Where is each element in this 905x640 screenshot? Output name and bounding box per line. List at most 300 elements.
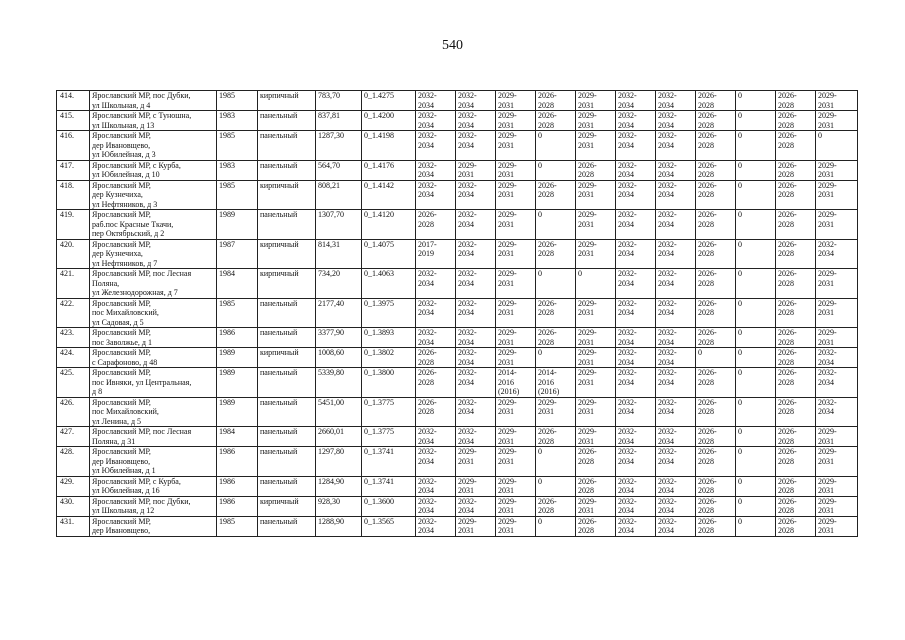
year-cell: 1989: [217, 210, 258, 240]
period-cell: 2026- 2028: [776, 239, 816, 269]
period-cell: 2032- 2034: [416, 131, 456, 161]
period-cell: 2029- 2031: [496, 269, 536, 299]
period-cell: 2032- 2034: [816, 239, 858, 269]
zero-cell: 0: [736, 131, 776, 161]
period-cell: 2032- 2034: [656, 328, 696, 348]
material-cell: панельный: [258, 328, 316, 348]
area-cell: 2660,01: [316, 427, 362, 447]
period-cell: 2029- 2031: [816, 269, 858, 299]
year-cell: 1986: [217, 496, 258, 516]
period-cell: 2026- 2028: [416, 348, 456, 368]
period-cell: 0: [536, 269, 576, 299]
period-cell: 2032- 2034: [656, 210, 696, 240]
period-cell: 2026- 2028: [776, 496, 816, 516]
period-cell: 2026- 2028: [576, 160, 616, 180]
address-cell: Ярославский МР, пос Дубки, ул Школьная, д 4: [90, 91, 217, 111]
year-cell: 1984: [217, 269, 258, 299]
period-cell: 2029- 2031: [816, 180, 858, 210]
period-cell: 2029- 2031: [496, 160, 536, 180]
zero-cell: 0: [736, 269, 776, 299]
period-cell: 2032- 2034: [456, 180, 496, 210]
period-cell: 2026- 2028: [776, 397, 816, 427]
row-number: 416.: [57, 131, 90, 161]
period-cell: 2032- 2034: [616, 368, 656, 398]
period-cell: 2032- 2034: [416, 496, 456, 516]
period-cell: 2026- 2028: [536, 298, 576, 328]
area-cell: 1008,60: [316, 348, 362, 368]
period-cell: 2026- 2028: [696, 91, 736, 111]
table-row: [57, 368, 858, 398]
zero-cell: 0: [736, 496, 776, 516]
zero-cell: 0: [736, 397, 776, 427]
area-cell: 3377,90: [316, 328, 362, 348]
period-cell: 2032- 2034: [616, 239, 656, 269]
period-cell: 2029- 2031: [496, 328, 536, 348]
period-cell: 0: [536, 447, 576, 477]
material-cell: панельный: [258, 397, 316, 427]
period-cell: 2029- 2031: [816, 427, 858, 447]
area-cell: 814,31: [316, 239, 362, 269]
period-cell: 2032- 2034: [616, 476, 656, 496]
year-cell: 1986: [217, 328, 258, 348]
period-cell: 2026- 2028: [696, 328, 736, 348]
row-number: 421.: [57, 269, 90, 299]
index-cell: 0_1.4176: [362, 160, 416, 180]
row-number: 426.: [57, 397, 90, 427]
period-cell: 2029- 2031: [816, 328, 858, 348]
address-cell: Ярославский МР, дер Ивановщево,: [90, 516, 217, 536]
index-cell: 0_1.4200: [362, 111, 416, 131]
zero-cell: 0: [736, 91, 776, 111]
period-cell: 2026- 2028: [776, 160, 816, 180]
area-cell: 1284,90: [316, 476, 362, 496]
period-cell: 2032- 2034: [616, 298, 656, 328]
period-cell: 2029- 2031: [576, 180, 616, 210]
period-cell: 2032- 2034: [616, 397, 656, 427]
row-number: 414.: [57, 91, 90, 111]
zero-cell: 0: [736, 516, 776, 536]
period-cell: 2032- 2034: [456, 239, 496, 269]
period-cell: 2032- 2034: [456, 210, 496, 240]
zero-cell: 0: [736, 368, 776, 398]
period-cell: 2029- 2031: [816, 210, 858, 240]
period-cell: 2032- 2034: [456, 269, 496, 299]
row-number: 422.: [57, 298, 90, 328]
table-row: [57, 298, 858, 328]
period-cell: 2032- 2034: [656, 180, 696, 210]
period-cell: 2032- 2034: [656, 131, 696, 161]
material-cell: кирпичный: [258, 239, 316, 269]
period-cell: 2032- 2034: [656, 447, 696, 477]
area-cell: 1307,70: [316, 210, 362, 240]
housing-table: [56, 90, 858, 537]
period-cell: 2029- 2031: [576, 427, 616, 447]
period-cell: 2032- 2034: [416, 298, 456, 328]
period-cell: 2026- 2028: [536, 496, 576, 516]
period-cell: 2032- 2034: [616, 111, 656, 131]
area-cell: 928,30: [316, 496, 362, 516]
period-cell: 2026- 2028: [536, 239, 576, 269]
period-cell: 2032- 2034: [616, 160, 656, 180]
period-cell: 2014- 2016 (2016): [496, 368, 536, 398]
period-cell: 2029- 2031: [496, 180, 536, 210]
year-cell: 1986: [217, 447, 258, 477]
period-cell: 2032- 2034: [616, 131, 656, 161]
year-cell: 1984: [217, 427, 258, 447]
period-cell: 2026- 2028: [696, 447, 736, 477]
table-row: [57, 160, 858, 180]
area-cell: 837,81: [316, 111, 362, 131]
year-cell: 1985: [217, 180, 258, 210]
period-cell: 2029- 2031: [496, 348, 536, 368]
period-cell: 2026- 2028: [696, 111, 736, 131]
row-number: 424.: [57, 348, 90, 368]
period-cell: 2032- 2034: [656, 269, 696, 299]
zero-cell: 0: [736, 111, 776, 131]
row-number: 423.: [57, 328, 90, 348]
period-cell: 2029- 2031: [576, 131, 616, 161]
table-row: [57, 476, 858, 496]
index-cell: 0_1.3775: [362, 397, 416, 427]
address-cell: Ярославский МР, дер Кузнечиха, ул Нефтяников, д 7: [90, 239, 217, 269]
table-row: [57, 397, 858, 427]
year-cell: 1989: [217, 368, 258, 398]
table-row: [57, 447, 858, 477]
zero-cell: 0: [736, 298, 776, 328]
index-cell: 0_1.4198: [362, 131, 416, 161]
period-cell: 0: [536, 160, 576, 180]
period-cell: 0: [536, 348, 576, 368]
period-cell: 2026- 2028: [776, 91, 816, 111]
period-cell: 2026- 2028: [776, 516, 816, 536]
zero-cell: 0: [736, 427, 776, 447]
period-cell: 2026- 2028: [776, 328, 816, 348]
period-cell: 2029- 2031: [496, 298, 536, 328]
address-cell: Ярославский МР, с Туношна, ул Школьная, д 13: [90, 111, 217, 131]
period-cell: 2029- 2031: [496, 91, 536, 111]
period-cell: 2026- 2028: [696, 516, 736, 536]
period-cell: 2032- 2034: [656, 91, 696, 111]
row-number: 418.: [57, 180, 90, 210]
zero-cell: 0: [736, 328, 776, 348]
year-cell: 1986: [217, 476, 258, 496]
period-cell: 2032- 2034: [816, 397, 858, 427]
period-cell: 2026- 2028: [776, 111, 816, 131]
period-cell: 2032- 2034: [456, 368, 496, 398]
material-cell: кирпичный: [258, 348, 316, 368]
period-cell: 2032- 2034: [416, 447, 456, 477]
period-cell: 2032- 2034: [416, 111, 456, 131]
year-cell: 1987: [217, 239, 258, 269]
period-cell: 2029- 2031: [496, 516, 536, 536]
period-cell: 2026- 2028: [416, 210, 456, 240]
material-cell: панельный: [258, 111, 316, 131]
index-cell: 0_1.3565: [362, 516, 416, 536]
period-cell: 0: [536, 210, 576, 240]
period-cell: 2029- 2031: [576, 298, 616, 328]
row-number: 431.: [57, 516, 90, 536]
material-cell: кирпичный: [258, 180, 316, 210]
area-cell: 734,20: [316, 269, 362, 299]
period-cell: 0: [536, 476, 576, 496]
period-cell: 2026- 2028: [536, 328, 576, 348]
period-cell: 2032- 2034: [656, 348, 696, 368]
address-cell: Ярославский МР, с Сарафоново, д 48: [90, 348, 217, 368]
area-cell: 564,70: [316, 160, 362, 180]
material-cell: панельный: [258, 131, 316, 161]
period-cell: 0: [696, 348, 736, 368]
index-cell: 0_1.3800: [362, 368, 416, 398]
period-cell: 2026- 2028: [696, 427, 736, 447]
period-cell: 2026- 2028: [776, 131, 816, 161]
table-row: [57, 91, 858, 111]
period-cell: 2029- 2031: [816, 160, 858, 180]
period-cell: 2029- 2031: [496, 447, 536, 477]
period-cell: 2026- 2028: [776, 348, 816, 368]
period-cell: 2032- 2034: [616, 328, 656, 348]
year-cell: 1989: [217, 397, 258, 427]
address-cell: Ярославский МР, пос Ивняки, ул Центральная, д 8: [90, 368, 217, 398]
area-cell: 1288,90: [316, 516, 362, 536]
address-cell: Ярославский МР, пос Дубки, ул Школьная, д 12: [90, 496, 217, 516]
period-cell: 2026- 2028: [696, 368, 736, 398]
table-row: [57, 239, 858, 269]
period-cell: 2032- 2034: [616, 348, 656, 368]
row-number: 429.: [57, 476, 90, 496]
material-cell: панельный: [258, 427, 316, 447]
year-cell: 1989: [217, 348, 258, 368]
period-cell: 2029- 2031: [816, 111, 858, 131]
area-cell: 2177,40: [316, 298, 362, 328]
period-cell: 2026- 2028: [776, 180, 816, 210]
period-cell: 2026- 2028: [416, 397, 456, 427]
period-cell: 2026- 2028: [696, 239, 736, 269]
period-cell: 2032- 2034: [656, 476, 696, 496]
period-cell: 2032- 2034: [416, 476, 456, 496]
period-cell: 2032- 2034: [616, 496, 656, 516]
period-cell: 0: [536, 516, 576, 536]
material-cell: панельный: [258, 368, 316, 398]
address-cell: Ярославский МР, пос Михайловский, ул Ленина, д 5: [90, 397, 217, 427]
period-cell: 2029- 2031: [576, 368, 616, 398]
period-cell: 2029- 2031: [816, 496, 858, 516]
period-cell: 2026- 2028: [696, 131, 736, 161]
period-cell: 2029- 2031: [496, 476, 536, 496]
period-cell: 2032- 2034: [656, 239, 696, 269]
period-cell: 2032- 2034: [416, 516, 456, 536]
table-body: [57, 91, 858, 537]
period-cell: 2029- 2031: [456, 476, 496, 496]
area-cell: 5339,80: [316, 368, 362, 398]
period-cell: 2032- 2034: [616, 180, 656, 210]
period-cell: 2029- 2031: [576, 210, 616, 240]
year-cell: 1983: [217, 111, 258, 131]
period-cell: 2026- 2028: [416, 368, 456, 398]
period-cell: 2029- 2031: [576, 328, 616, 348]
period-cell: 2026- 2028: [536, 180, 576, 210]
row-number: 425.: [57, 368, 90, 398]
period-cell: 2014- 2016 (2016): [536, 368, 576, 398]
index-cell: 0_1.3775: [362, 427, 416, 447]
period-cell: 2026- 2028: [776, 427, 816, 447]
period-cell: 2026- 2028: [696, 476, 736, 496]
material-cell: панельный: [258, 476, 316, 496]
period-cell: 2026- 2028: [536, 111, 576, 131]
index-cell: 0_1.3975: [362, 298, 416, 328]
period-cell: 2029- 2031: [496, 131, 536, 161]
period-cell: 2032- 2034: [416, 328, 456, 348]
period-cell: 2032- 2034: [456, 91, 496, 111]
period-cell: 2032- 2034: [656, 427, 696, 447]
index-cell: 0_1.3893: [362, 328, 416, 348]
period-cell: 2029- 2031: [496, 496, 536, 516]
material-cell: кирпичный: [258, 496, 316, 516]
period-cell: 2026- 2028: [696, 210, 736, 240]
table-row: [57, 427, 858, 447]
index-cell: 0_1.3802: [362, 348, 416, 368]
index-cell: 0_1.4142: [362, 180, 416, 210]
zero-cell: 0: [736, 239, 776, 269]
period-cell: 2017- 2019: [416, 239, 456, 269]
index-cell: 0_1.3600: [362, 496, 416, 516]
table-row: [57, 180, 858, 210]
year-cell: 1985: [217, 516, 258, 536]
period-cell: 2029- 2031: [816, 298, 858, 328]
area-cell: 808,21: [316, 180, 362, 210]
zero-cell: 0: [736, 348, 776, 368]
area-cell: 783,70: [316, 91, 362, 111]
period-cell: 2026- 2028: [576, 516, 616, 536]
year-cell: 1985: [217, 298, 258, 328]
table-row: [57, 348, 858, 368]
address-cell: Ярославский МР, с Курба, ул Юбилейная, д 16: [90, 476, 217, 496]
row-number: 415.: [57, 111, 90, 131]
period-cell: 2029- 2031: [496, 210, 536, 240]
period-cell: 2026- 2028: [696, 298, 736, 328]
row-number: 417.: [57, 160, 90, 180]
zero-cell: 0: [736, 447, 776, 477]
index-cell: 0_1.3741: [362, 476, 416, 496]
table-row: [57, 496, 858, 516]
zero-cell: 0: [736, 180, 776, 210]
period-cell: 2029- 2031: [496, 397, 536, 427]
period-cell: 2029- 2031: [576, 111, 616, 131]
period-cell: 2032- 2034: [616, 447, 656, 477]
period-cell: 2032- 2034: [416, 180, 456, 210]
index-cell: 0_1.4120: [362, 210, 416, 240]
period-cell: 2029- 2031: [576, 239, 616, 269]
period-cell: 2029- 2031: [496, 239, 536, 269]
period-cell: 2026- 2028: [776, 269, 816, 299]
period-cell: 0: [536, 131, 576, 161]
row-number: 420.: [57, 239, 90, 269]
address-cell: Ярославский МР, пос Заволжье, д 1: [90, 328, 217, 348]
period-cell: 2029- 2031: [816, 516, 858, 536]
period-cell: 2032- 2034: [456, 348, 496, 368]
period-cell: 2032- 2034: [656, 160, 696, 180]
table-row: [57, 516, 858, 536]
period-cell: 2029- 2031: [816, 447, 858, 477]
period-cell: 2026- 2028: [576, 447, 616, 477]
address-cell: Ярославский МР, пос Лесная Поляна, д 31: [90, 427, 217, 447]
area-cell: 1297,80: [316, 447, 362, 477]
period-cell: 2032- 2034: [656, 397, 696, 427]
period-cell: 2026- 2028: [576, 476, 616, 496]
period-cell: 2032- 2034: [816, 348, 858, 368]
index-cell: 0_1.4075: [362, 239, 416, 269]
period-cell: 2029- 2031: [816, 476, 858, 496]
period-cell: 2026- 2028: [776, 298, 816, 328]
period-cell: 2029- 2031: [576, 348, 616, 368]
period-cell: 2029- 2031: [576, 91, 616, 111]
index-cell: 0_1.4063: [362, 269, 416, 299]
period-cell: 2032- 2034: [616, 210, 656, 240]
period-cell: 2032- 2034: [616, 91, 656, 111]
period-cell: 2032- 2034: [616, 427, 656, 447]
material-cell: панельный: [258, 210, 316, 240]
table-row: [57, 131, 858, 161]
period-cell: 2029- 2031: [456, 447, 496, 477]
zero-cell: 0: [736, 476, 776, 496]
period-cell: 2026- 2028: [536, 91, 576, 111]
period-cell: 2026- 2028: [696, 496, 736, 516]
period-cell: 2032- 2034: [456, 496, 496, 516]
material-cell: панельный: [258, 298, 316, 328]
period-cell: 2029- 2031: [816, 91, 858, 111]
address-cell: Ярославский МР, пос Михайловский, ул Садовая, д 5: [90, 298, 217, 328]
address-cell: Ярославский МР, пос Лесная Поляна, ул Железнодорожная, д 7: [90, 269, 217, 299]
period-cell: 2032- 2034: [416, 427, 456, 447]
row-number: 419.: [57, 210, 90, 240]
period-cell: 2026- 2028: [776, 368, 816, 398]
row-number: 427.: [57, 427, 90, 447]
period-cell: 2029- 2031: [456, 516, 496, 536]
address-cell: Ярославский МР, дер Кузнечиха, ул Нефтяников, д 3: [90, 180, 217, 210]
period-cell: 2026- 2028: [776, 210, 816, 240]
period-cell: 2026- 2028: [696, 160, 736, 180]
period-cell: 2026- 2028: [696, 269, 736, 299]
period-cell: 2026- 2028: [776, 476, 816, 496]
period-cell: 2029- 2031: [456, 160, 496, 180]
period-cell: 2026- 2028: [776, 447, 816, 477]
material-cell: панельный: [258, 516, 316, 536]
period-cell: 2032- 2034: [456, 397, 496, 427]
period-cell: 2032- 2034: [456, 111, 496, 131]
period-cell: 2032- 2034: [456, 298, 496, 328]
period-cell: 2032- 2034: [456, 131, 496, 161]
period-cell: 0: [816, 131, 858, 161]
period-cell: 2026- 2028: [696, 397, 736, 427]
table-row: [57, 269, 858, 299]
period-cell: 0: [576, 269, 616, 299]
index-cell: 0_1.3741: [362, 447, 416, 477]
area-cell: 1287,30: [316, 131, 362, 161]
table-row: [57, 328, 858, 348]
zero-cell: 0: [736, 210, 776, 240]
period-cell: 2029- 2031: [576, 397, 616, 427]
period-cell: 2032- 2034: [416, 91, 456, 111]
table-row: [57, 210, 858, 240]
row-number: 430.: [57, 496, 90, 516]
zero-cell: 0: [736, 160, 776, 180]
period-cell: 2029- 2031: [496, 111, 536, 131]
address-cell: Ярославский МР, дер Ивановщево, ул Юбилейная, д 3: [90, 131, 217, 161]
area-cell: 5451,00: [316, 397, 362, 427]
year-cell: 1983: [217, 160, 258, 180]
material-cell: панельный: [258, 160, 316, 180]
year-cell: 1985: [217, 131, 258, 161]
period-cell: 2032- 2034: [656, 516, 696, 536]
